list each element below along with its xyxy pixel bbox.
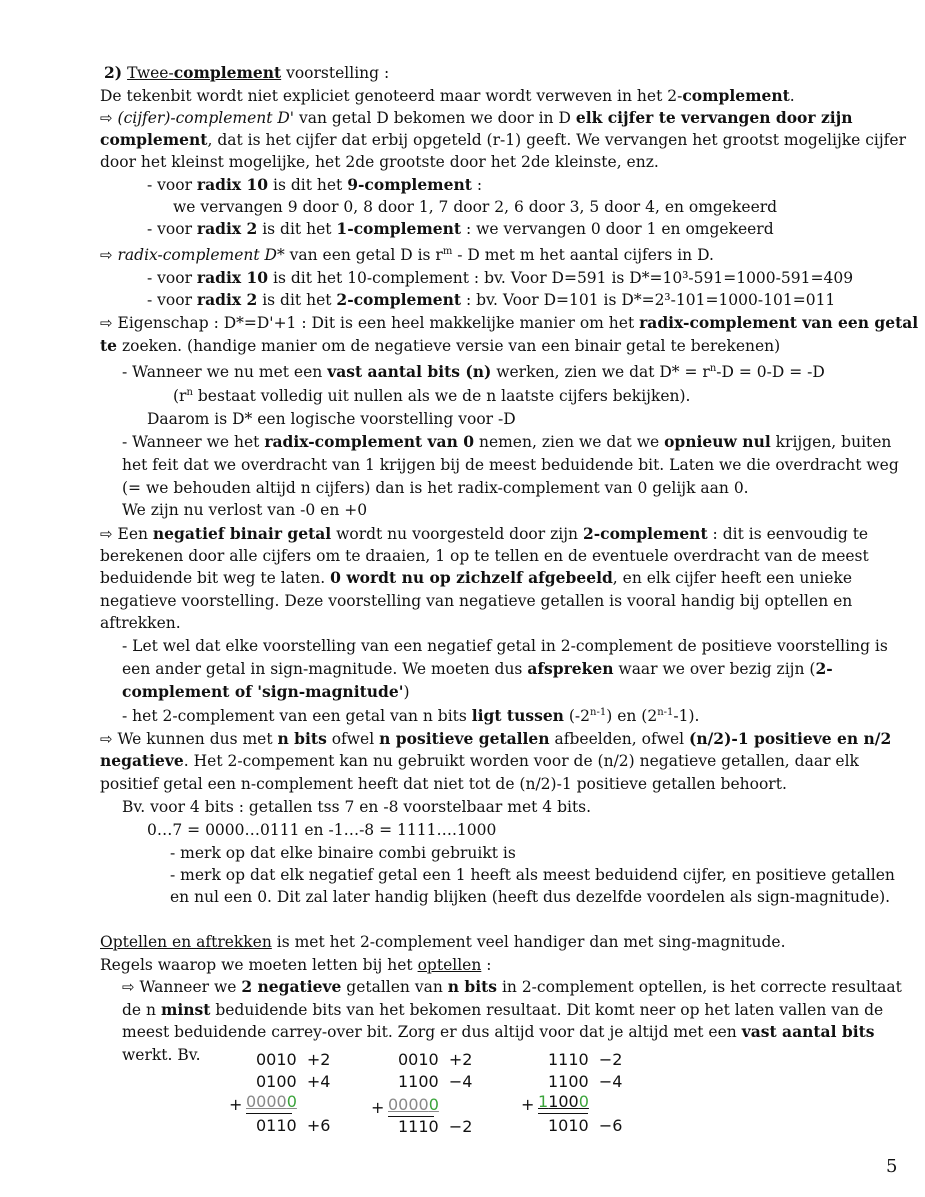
paragraph-line: (= we behouden altijd n cijfers) dan is het radix-complement van 0 gelijk aan 0.: [122, 479, 749, 497]
paragraph-line: de n minst beduidende bits van het bekomen resultaat. Dit komt neer op het laten vallen van de: [122, 1000, 884, 1019]
paragraph-line: - Let wel dat elke voorstelling van een negatief getal in 2-complement de positieve voorstelling is: [122, 637, 888, 655]
carry-row: 00000: [388, 1095, 439, 1114]
result-row: 0110 +6: [256, 1116, 331, 1135]
paragraph-line: ($r^n$ bestaat volledig uit nullen als we de n laatste cijfers bekijken).: [173, 386, 691, 405]
paragraph-line: ⇨ Wanneer we 2 negatieve getallen van n bits in 2-complement optellen, is het correcte resultaat: [122, 977, 902, 996]
paragraph-line: - Wanneer we nu met een vast aantal bits (n) werken, zien we dat $D* = r^n-D = 0-D = -D$: [122, 362, 825, 381]
paragraph-line: te zoeken. (handige manier om de negatieve versie van een binair getal te berekenen): [100, 336, 781, 355]
paragraph-line: - merk op dat elk negatief getal een 1 heeft als meest beduidend cijfer, en positieve getallen: [170, 866, 895, 884]
plus-sign: +: [521, 1095, 535, 1114]
arrow-right-icon: ⇨: [100, 730, 113, 748]
paragraph-line: We zijn nu verlost van -0 en +0: [122, 501, 368, 519]
paragraph-line: - voor radix 2 is dit het 2-complement : bv. Voor D=101 is D*=2³-101=1000-101=011: [147, 290, 836, 309]
sum-line: [538, 1113, 588, 1114]
paragraph-line: Daarom is D* een logische voorstelling voor -D: [147, 410, 516, 428]
arrow-right-icon: ⇨: [100, 109, 113, 127]
paragraph-line: ⇨ Een negatief binair getal wordt nu voorgesteld door zijn 2-complement : dit is eenvoudig te: [100, 524, 869, 543]
paragraph-line: ⇨ radix-complement D* van een getal D is $r^m$ - D met m het aantal cijfers in D.: [100, 245, 714, 264]
carry-row: 11000: [538, 1092, 589, 1111]
result-row: 1010 −6: [548, 1116, 623, 1135]
paragraph-line: beduidende bit weg te laten. 0 wordt nu op zichzelf afgebeeld, en elk cijfer heeft een unieke: [100, 568, 853, 587]
paragraph-line: - Wanneer we het radix-complement van 0 nemen, zien we dat we opnieuw nul krijgen, buiten: [122, 432, 892, 451]
operand-row: 0010 +2: [256, 1050, 331, 1069]
operand-row: 1100 −4: [548, 1072, 623, 1091]
paragraph-line: Bv. voor 4 bits : getallen tss 7 en -8 voorstelbaar met 4 bits.: [122, 798, 592, 816]
operand-row: 0100 +4: [256, 1072, 331, 1091]
paragraph-line: we vervangen 9 door 0, 8 door 1, 7 door 2, 6 door 3, 5 door 4, en omgekeerd: [173, 198, 778, 216]
sum-line: [246, 1113, 292, 1114]
result-row: 1110 −2: [398, 1117, 473, 1136]
paragraph-line: - merk op dat elke binaire combi gebruikt is: [170, 844, 516, 862]
paragraph-line: Regels waarop we moeten letten bij het optellen :: [100, 956, 492, 974]
paragraph-line: - voor radix 10 is dit het 10-complement : bv. Voor D=591 is D*=10³-591=1000-591=409: [147, 268, 854, 287]
paragraph-line: het feit dat we overdracht van 1 krijgen bij de meest beduidende bit. Laten we die overdracht weg: [122, 456, 899, 474]
paragraph-line: negatieve voorstelling. Deze voorstelling van negatieve getallen is vooral handig bij optellen en: [100, 592, 853, 610]
paragraph-line: een ander getal in sign-magnitude. We moeten dus afspreken waar we over bezig zijn (2-: [122, 659, 833, 678]
paragraph-line: aftrekken.: [100, 614, 181, 632]
arrow-right-icon: ⇨: [100, 246, 113, 264]
plus-sign: +: [371, 1098, 385, 1117]
arrow-right-icon: ⇨: [100, 314, 113, 332]
paragraph-line: meest beduidende carrey-over bit. Zorg er dus altijd voor dat je altijd met een vast aantal bits: [122, 1022, 875, 1041]
plus-sign: +: [229, 1095, 243, 1114]
paragraph-line: en nul een 0. Dit zal later handig blijken (heeft dus dezelfde voordelen als sign-magnitude).: [170, 888, 891, 906]
paragraph-line: complement of 'sign-magnitude'): [122, 682, 410, 701]
paragraph-line: ⇨ We kunnen dus met n bits ofwel n positieve getallen afbeelden, ofwel (n/2)-1 positieve en n/2: [100, 729, 892, 748]
carry-row: 00000: [246, 1092, 297, 1111]
paragraph-line: berekenen door alle cijfers om te draaien, 1 op te tellen en de eventuele overdracht van de meest: [100, 547, 869, 565]
paragraph-line: - het 2-complement van een getal van n bits ligt tussen (-2$^{n-1}$) en (2$^{n-1}$-1).: [122, 706, 700, 725]
paragraph-line: De tekenbit wordt niet expliciet genoteerd maar wordt verweven in het 2-complement.: [100, 86, 795, 105]
paragraph-line: positief getal een n-complement heeft dat niet tot de (n/2)-1 positieve getallen behoort.: [100, 775, 787, 793]
arrow-right-icon: ⇨: [122, 978, 135, 996]
paragraph-line: - voor radix 2 is dit het 1-complement : we vervangen 0 door 1 en omgekeerd: [147, 219, 774, 238]
paragraph-line: ⇨ Eigenschap : D*=D'+1 : Dit is een heel makkelijke manier om het radix-complement van een getal: [100, 313, 919, 332]
operand-row: 1110 −2: [548, 1050, 623, 1069]
paragraph-line: complement, dat is het cijfer dat erbij opgeteld (r-1) geeft. We vervangen het grootst mogelijke cijfer: [100, 130, 907, 149]
operand-row: 1100 −4: [398, 1072, 473, 1091]
section-heading: 2) Twee-complement voorstelling :: [104, 63, 390, 82]
paragraph-line: werkt. Bv.: [122, 1046, 201, 1064]
paragraph-line: door het kleinst mogelijke, het 2de grootste door het 2de kleinste, enz.: [100, 153, 659, 171]
section-heading: Optellen en aftrekken is met het 2-complement veel handiger dan met sing-magnitude.: [100, 933, 786, 951]
paragraph-line: - voor radix 10 is dit het 9-complement :: [147, 175, 483, 194]
arrow-right-icon: ⇨: [100, 525, 113, 543]
paragraph-line: ⇨ (cijfer)-complement D' van getal D bekomen we door in D elk cijfer te vervangen door zijn: [100, 108, 853, 127]
paragraph-line: negatieve. Het 2-compement kan nu gebruikt worden voor de (n/2) negatieve getallen, daar elk: [100, 751, 859, 770]
page-number: 5: [886, 1156, 898, 1177]
paragraph-line: 0…7 = 0000…0111 en -1…-8 = 1111….1000: [147, 821, 497, 839]
operand-row: 0010 +2: [398, 1050, 473, 1069]
